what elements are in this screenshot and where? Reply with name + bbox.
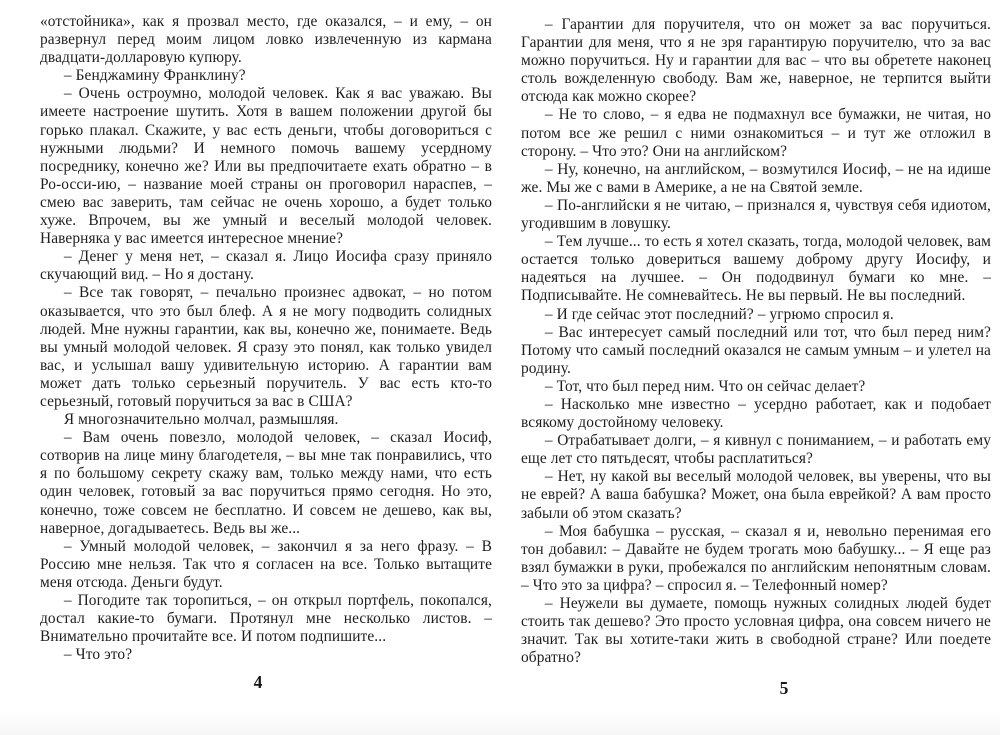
paragraph: – По-английски я не читаю, – признался я, чувствуя себя идиотом, угодившим в ловушку.: [521, 196, 991, 233]
paragraph: – Отрабатывает долги, – я кивнул с пониманием, – и работать ему еще лет сто пятьдесят, чтобы расплатиться?: [521, 432, 991, 468]
paragraph: – Что это?: [63, 646, 133, 664]
paragraph: – Вас интересует самый последний или тот, что был перед ним? Потому что самый последний оказался не самым умным – и улетел на родину.: [521, 323, 991, 377]
paragraph: – Тем лучше... то есть я хотел сказать, тогда, молодой человек, вам остается только довериться вашему доброму другу Иосифу, и надеяться на лучшее. – Он пододвинул бумаги ко мне. – Подписывайте. Не сомневайтесь. Не вы первый. Не вы последний.: [521, 233, 991, 305]
paragraph: – Ну, конечно, на английском, – возмутился Иосиф, – не на идише же. Мы же с вами в Америке, а не на Святой земле.: [521, 160, 991, 196]
left-page-number: 4: [253, 672, 263, 692]
paragraph: – Бенджамину Франклину?: [63, 67, 246, 85]
paragraph: – Все так говорят, – печально произнес адвокат, – но потом оказывается, что это был блеф. А я не могу подводить солидных людей. Мне нужны гарантии, как вы, конечно же, понимаете. Ведь вы умный молодой человек. Я сразу это понял, как только увидел вас, и услышал вашу удивительную историю. А гарантии вам может дать только серьезный поручитель. У вас есть кто-то серьезный, готовый поручиться за вас в США?: [40, 284, 492, 410]
paragraph: Я многозначительно молчал, размышляя.: [63, 411, 339, 429]
paragraph: – Неужели вы думаете, помощь нужных солидных людей будет стоить так дешево? Это просто условная цифра, она совсем ничего не значит. Так вы хотите-таки жить в свободной стране? Или поедете обратно?: [521, 595, 991, 667]
paragraph: «отстойника», как я прозвал место, где оказался, – и ему, – он развернул перед моим лицом ловко извлеченную из кармана двадцати-долларовую купюру.: [40, 13, 492, 67]
paragraph: – Погодите так торопиться, – он открыл портфель, покопался, достал какие-то бумаги. Протянул мне несколько листов. – Внимательно прочитайте все. И потом подпишите...: [40, 592, 492, 646]
paragraph: – Очень остроумно, молодой человек. Как я вас уважаю. Вы имеете настроение шутить. Хотя в вашем положении другой бы горько плакал. Скажите, у вас есть деньги, чтобы договориться с нужными людьми? И немного помочь вашему усердному посреднику, конечно же? Или вы предпочитаете ехать обратно – в Ро-осси-ию, – название моей страны он проговорил нараспев, – смею вас заверить, там сейчас не очень хорошо, а будет только хуже. Впрочем, вы же умный и веселый молодой человек. Наверняка у вас имеется интересное мнение?: [40, 85, 492, 248]
paragraph: – Нет, ну какой вы веселый молодой человек, вы уверены, что вы не еврей? А ваша бабушка? Может, она была еврейкой? А вам просто забыли об этом сказать?: [521, 468, 991, 522]
paragraph: – Умный молодой человек, – закончил я за него фразу. – В Россию мне нельзя. Так что я согласен на все. Только вытащите меня отсюда. Деньги будут.: [40, 537, 492, 591]
paragraph: – Вам очень повезло, молодой человек, – сказал Иосиф, сотворив на лице мину благодетеля, – вы мне так понравились, что я по большому секрету скажу вам, только между нами, что есть один человек, готовый за вас поручиться прямо сегодня. Но это, конечно, тоже совсем не бесплатно. И совсем не дешево, как вы, наверное, догадываетесь. Ведь вы же...: [40, 429, 492, 537]
left-page-text: [40, 13, 492, 664]
right-page-number: 5: [779, 678, 789, 698]
paragraph: – Насколько мне известно – усердно работает, как и подобает всякому достойному человеку.: [521, 395, 991, 432]
paragraph: – Тот, что был перед ним. Что он сейчас делает?: [544, 377, 866, 395]
paragraph: – Не то слово, – я едва не подмахнул все бумажки, не читая, но потом все же решил с ними ознакомиться – и тут же отложил в сторону. – Что это? Они на английском?: [521, 106, 991, 160]
right-page-text: [521, 16, 991, 667]
paragraph: – И где сейчас этот последний? – угрюмо спросил я.: [544, 305, 894, 323]
paragraph: – Гарантии для поручителя, что он может за вас поручиться. Гарантии для меня, что я не зря гарантирую поручителю, что за вас можно поручиться. Ну и гарантии для вас – что вы обретете наконец столь вожделенную свободу. Вам же, наверное, не терпится выйти отсюда как можно скорее?: [521, 16, 991, 106]
paragraph: – Денег у меня нет, – сказал я. Лицо Иосифа сразу приняло скучающий вид. – Но я достану.: [40, 248, 492, 284]
paragraph: – Моя бабушка – русская, – сказал я и, невольно перенимая его тон добавил: – Давайте не будем трогать мою бабушку... – Я еще раз взял бумажки в руки, пробежался по английским непонятным словам. – Что это за цифра? – спросил я. – Телефонный номер?: [521, 522, 991, 594]
